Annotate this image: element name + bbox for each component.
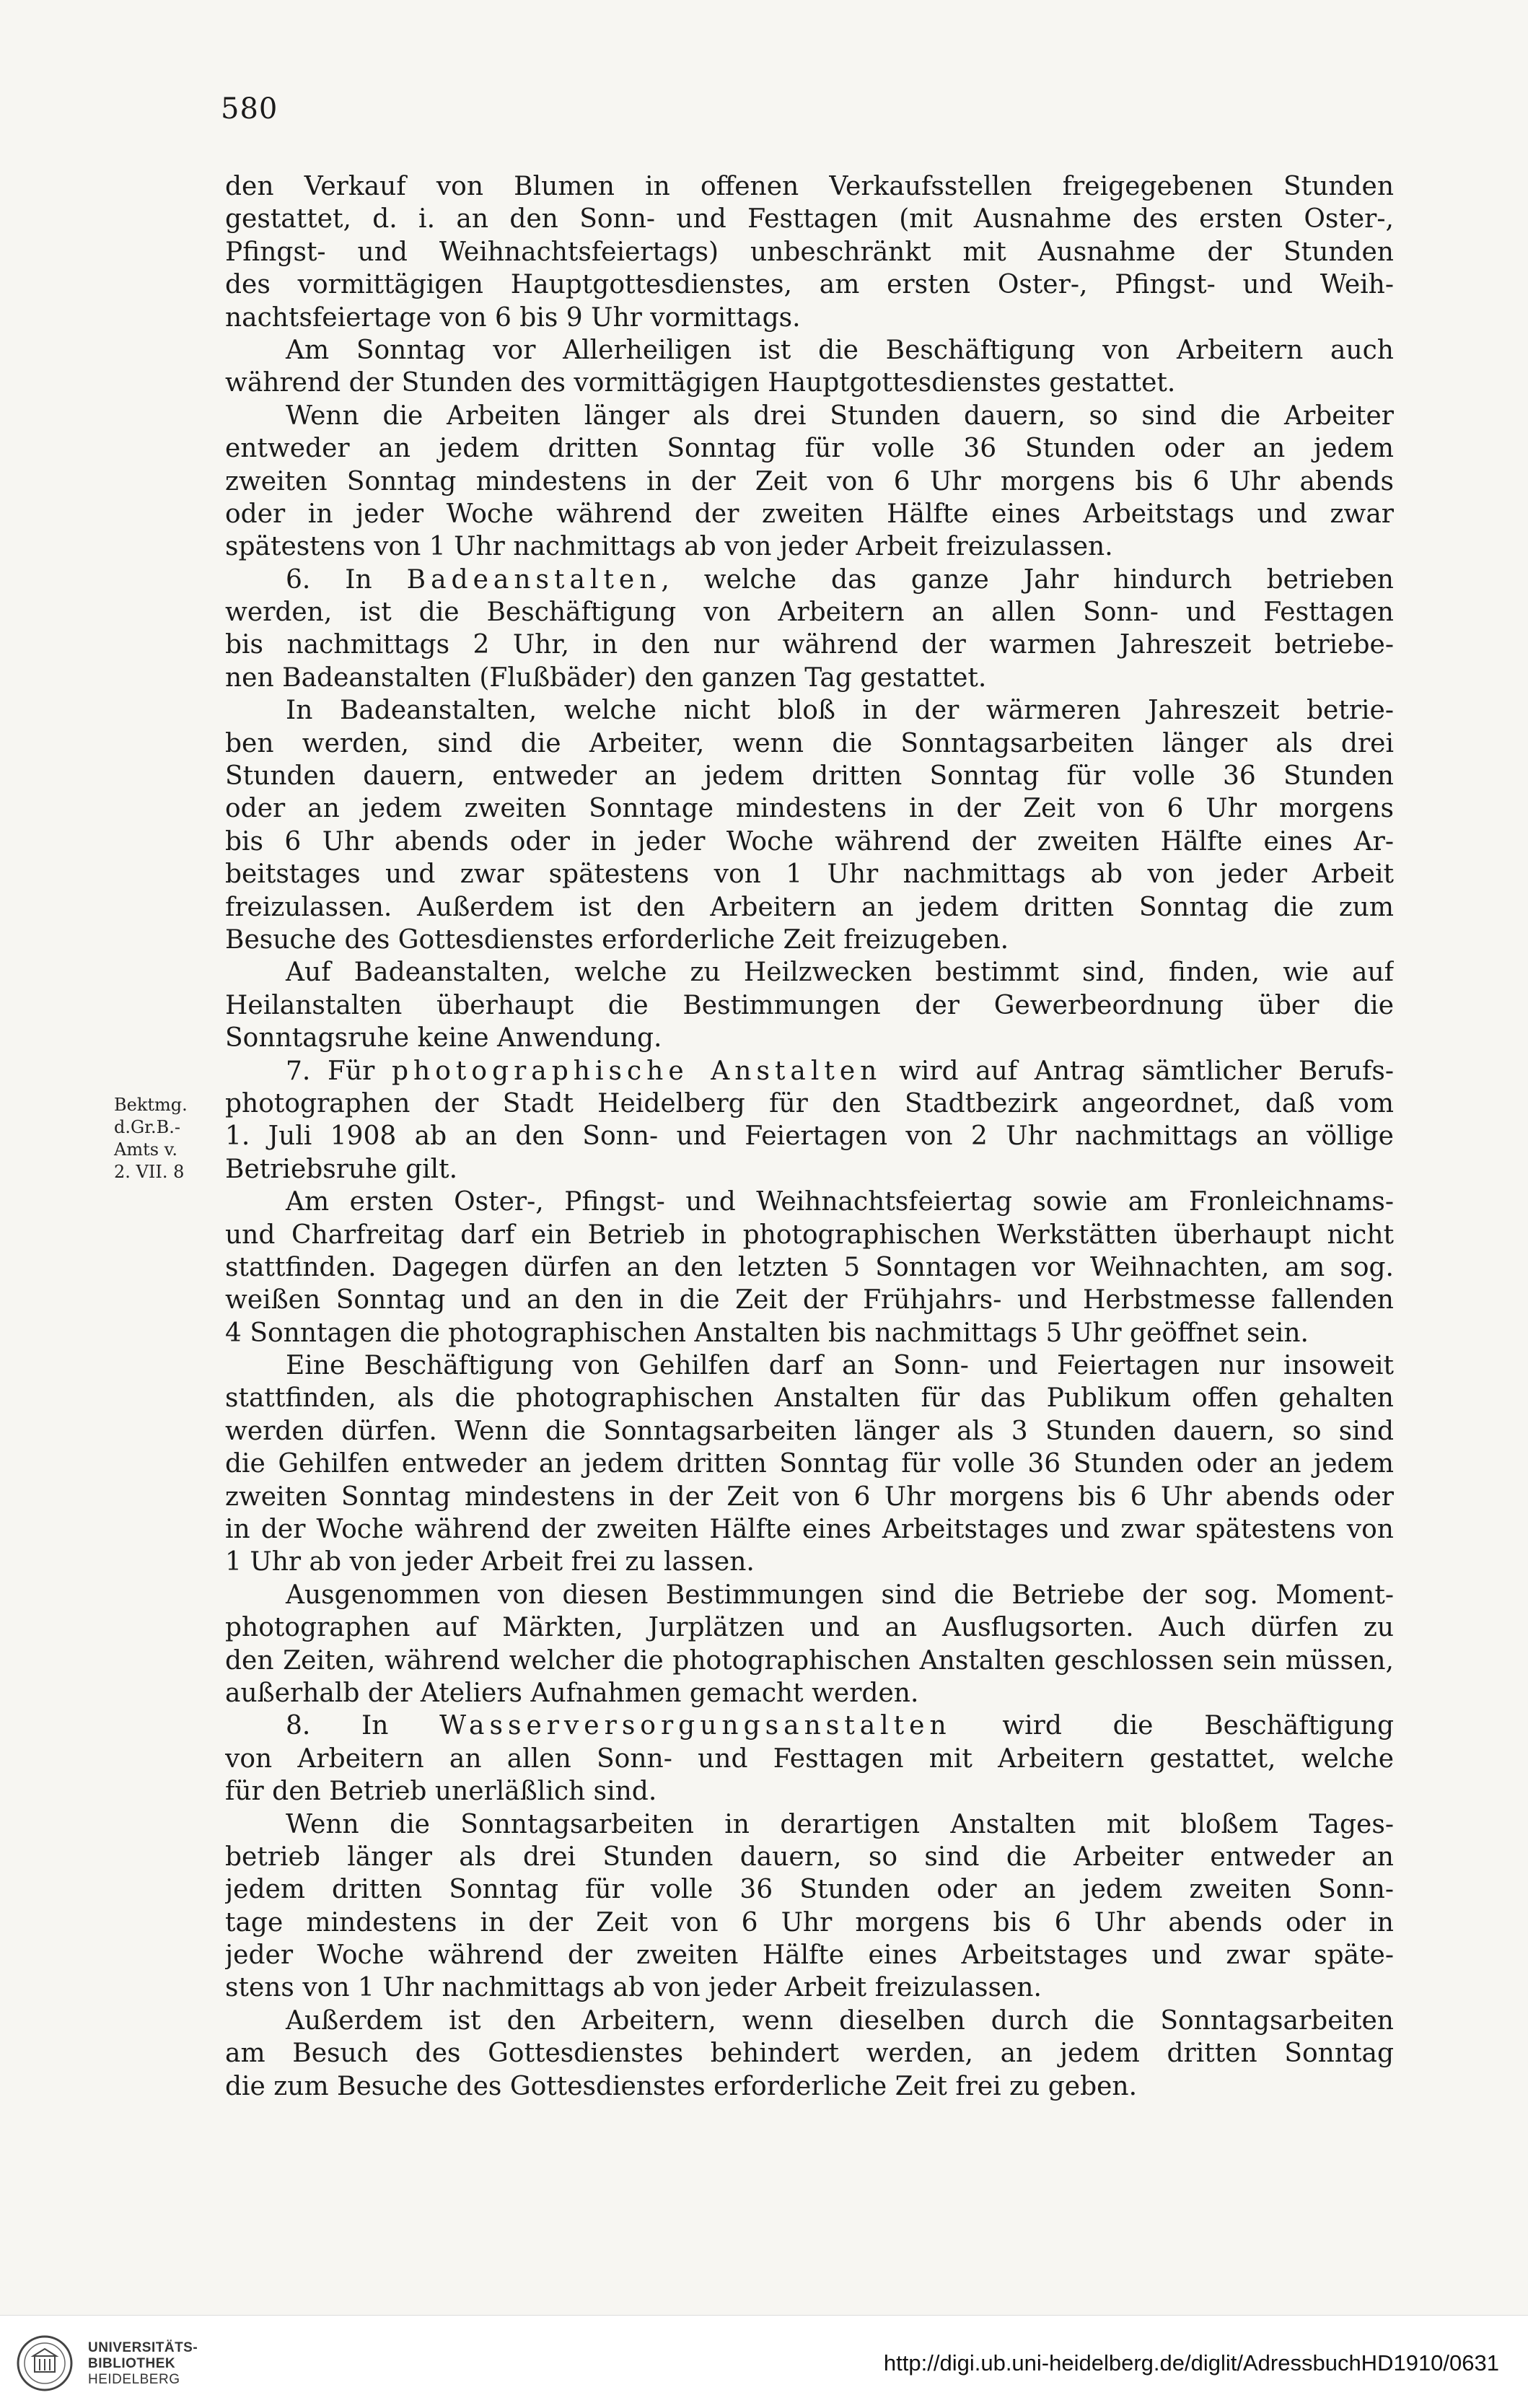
spaced-emphasis: Wasserversorgungsanstalten	[439, 1711, 952, 1741]
text-segment: Heilanstalten überhaupt die Bestimmungen der Gewerbeordnung über die	[225, 990, 1394, 1020]
text-segment: für den Betrieb unerläßlich sind.	[225, 1777, 657, 1807]
spaced-emphasis: Badeanstalten	[406, 564, 662, 595]
text-segment: Wenn die Arbeiten länger als drei Stunden dauern, so sind die Arbeiter	[286, 400, 1394, 431]
paragraph	[225, 334, 1394, 400]
text-line	[225, 1448, 1394, 1480]
margin-note-line: Amts v.	[114, 1139, 178, 1160]
text-line	[225, 924, 1394, 956]
text-line	[225, 858, 1394, 890]
text-line	[225, 1317, 1394, 1349]
text-segment: stattfinden. Dagegen dürfen an den letzten 5 Sonntagen vor Weihnachten, am sog.	[225, 1252, 1394, 1282]
text-line	[225, 1022, 1394, 1054]
text-line	[225, 596, 1394, 629]
text-line	[225, 465, 1394, 498]
text-line	[225, 236, 1394, 268]
text-segment: Am Sonntag vor Allerheiligen ist die Beschäftigung von Arbeitern auch	[286, 335, 1394, 365]
source-url-link[interactable]: http://digi.ub.uni-heidelberg.de/diglit/AdressbuchHD1910/0631	[883, 2350, 1499, 2376]
text-segment: beitstages und zwar spätestens von 1 Uhr nachmittags ab von jeder Arbeit	[225, 859, 1394, 890]
text-segment: am Besuch des Gottesdienstes behindert werden, an jedem dritten Sonntag	[225, 2039, 1394, 2069]
paragraph	[225, 400, 1394, 564]
text-line	[225, 891, 1394, 924]
text-line	[225, 1087, 1394, 1120]
institution-line: HEIDELBERG	[88, 2372, 180, 2387]
university-seal-icon	[16, 2334, 74, 2392]
text-line	[225, 956, 1394, 989]
paragraph	[225, 170, 1394, 334]
text-line	[225, 1611, 1394, 1644]
text-segment: 1. Juli 1908 ab an den Sonn- und Feiertagen von 2 Uhr nachmittags an völlige	[225, 1121, 1394, 1152]
institution-line: UNIVERSITÄTS-	[88, 2340, 198, 2355]
paragraph	[225, 694, 1394, 956]
text-segment: jedem dritten Sonntag für volle 36 Stunden oder an jedem zweiten Sonn-	[225, 1875, 1394, 1905]
text-line	[225, 1186, 1394, 1218]
text-line	[225, 530, 1394, 563]
text-line	[225, 1546, 1394, 1578]
text-segment: Besuche des Gottesdienstes erforderliche Zeit freizugeben.	[225, 924, 1009, 955]
text-line	[225, 2037, 1394, 2070]
text-segment: nen Badeanstalten (Flußbäder) den ganzen Tag gestattet.	[225, 662, 987, 693]
text-line	[225, 792, 1394, 825]
text-line	[225, 1481, 1394, 1513]
text-line	[225, 760, 1394, 792]
paragraph	[225, 1709, 1394, 1808]
text-segment: Eine Beschäftigung von Gehilfen darf an Sonn- und Feiertagen nur insoweit	[286, 1351, 1394, 1381]
text-segment: des vormittägigen Hauptgottesdienstes, am ersten Oster-, Pfingst- und Weih-	[225, 270, 1394, 300]
text-line	[225, 629, 1394, 661]
text-line	[225, 1579, 1394, 1611]
text-segment: stens von 1 Uhr nachmittags ab von jeder Arbeit freizulassen.	[225, 1973, 1042, 2003]
footer-bar	[0, 2315, 1528, 2408]
text-segment: 4 Sonntagen die photographischen Anstalten bis nachmittags 5 Uhr geöffnet sein.	[225, 1318, 1309, 1348]
text-line	[225, 1349, 1394, 1382]
text-segment: den Zeiten, während welcher die photographischen Anstalten geschlossen sein müssen,	[225, 1645, 1394, 1676]
paragraph	[225, 1186, 1394, 1349]
text-segment: oder in jeder Woche während der zweiten Hälfte eines Arbeitstags und zwar	[225, 499, 1394, 529]
text-segment: photographen der Stadt Heidelberg für den Stadtbezirk angeordnet, daß vom	[225, 1088, 1394, 1118]
margin-note-line: d.Gr.B.-	[114, 1117, 181, 1137]
paragraph	[225, 1808, 1394, 2005]
paragraph	[225, 1349, 1394, 1579]
text-line	[225, 1743, 1394, 1775]
text-segment: betrieb länger als drei Stunden dauern, so sind die Arbeiter entweder an	[225, 1842, 1394, 1872]
text-line	[225, 2070, 1394, 2103]
paragraph	[225, 564, 1394, 695]
text-segment: Außerdem ist den Arbeitern, wenn dieselben durch die Sonntagsarbeiten	[286, 2005, 1394, 2036]
text-segment: während der Stunden des vormittägigen Hauptgottesdienstes gestattet.	[225, 368, 1176, 398]
text-line	[225, 2005, 1394, 2037]
text-line	[225, 1120, 1394, 1152]
page-number: 580	[221, 92, 278, 126]
text-line	[225, 1677, 1394, 1709]
text-segment: Stunden dauern, entweder an jedem dritten Sonntag für volle 36 Stunden	[225, 761, 1394, 792]
text-segment: außerhalb der Ateliers Aufnahmen gemacht werden.	[225, 1678, 919, 1708]
text-line	[225, 1284, 1394, 1316]
text-segment: werden, ist die Beschäftigung von Arbeitern an allen Sonn- und Festtagen	[225, 597, 1394, 628]
text-line	[225, 1382, 1394, 1414]
text-line	[225, 334, 1394, 367]
text-segment: 7. Für	[286, 1056, 392, 1086]
text-segment: jeder Woche während der zweiten Hälfte eines Arbeitstages und zwar späte-	[225, 1940, 1394, 1971]
text-segment: Am ersten Oster-, Pfingst- und Weihnachtsfeiertag sowie am Fronleichnams-	[286, 1187, 1394, 1217]
text-segment: werden dürfen. Wenn die Sonntagsarbeiten länger als 3 Stunden dauern, so sind	[225, 1416, 1394, 1446]
text-line	[225, 170, 1394, 203]
text-line	[225, 1971, 1394, 2004]
text-segment: bis 6 Uhr abends oder in jeder Woche während der zweiten Hälfte eines Ar-	[225, 826, 1394, 857]
text-segment: entweder an jedem dritten Sonntag für volle 36 Stunden oder an jedem	[225, 434, 1394, 464]
text-line	[225, 1906, 1394, 1939]
text-line	[225, 400, 1394, 432]
text-segment: Wenn die Sonntagsarbeiten in derartigen Anstalten mit bloßem Tages-	[286, 1809, 1394, 1839]
text-segment: Pfingst- und Weihnachtsfeiertags) unbeschränkt mit Ausnahme der Stunden	[225, 237, 1394, 267]
text-segment: photographen auf Märkten, Jurplätzen und an Ausflugsorten. Auch dürfen zu	[225, 1613, 1394, 1643]
text-segment: Auf Badeanstalten, welche zu Heilzwecken bestimmt sind, finden, wie auf	[286, 958, 1394, 988]
text-segment: zweiten Sonntag mindestens in der Zeit von 6 Uhr morgens bis 6 Uhr abends	[225, 466, 1394, 496]
text-segment: In Badeanstalten, welche nicht bloß in der wärmeren Jahreszeit betrie-	[286, 696, 1394, 726]
text-segment: , welche das ganze Jahr hindurch betrieben	[661, 564, 1394, 595]
text-line	[225, 432, 1394, 465]
text-segment: weißen Sonntag und an den in die Zeit der Frühjahrs- und Herbstmesse fallenden	[225, 1285, 1394, 1315]
spaced-emphasis: photographische Anstalten	[392, 1056, 882, 1086]
text-line	[225, 1939, 1394, 1971]
text-line	[225, 1219, 1394, 1251]
text-segment: Sonntagsruhe keine Anwendung.	[225, 1023, 662, 1054]
text-segment: stattfinden, als die photographischen Anstalten für das Publikum offen gehalten	[225, 1383, 1394, 1414]
text-line	[225, 1415, 1394, 1448]
paragraph	[225, 956, 1394, 1054]
text-line	[225, 1808, 1394, 1841]
margin-note-line: 2. VII. 8	[114, 1162, 185, 1182]
text-line	[225, 302, 1394, 334]
text-line	[225, 1251, 1394, 1284]
text-segment: den Verkauf von Blumen in offenen Verkaufsstellen freigegebenen Stunden	[225, 172, 1394, 201]
text-segment: wird auf Antrag sämtlicher Berufs-	[882, 1056, 1394, 1086]
text-segment: oder an jedem zweiten Sonntage mindestens in der Zeit von 6 Uhr morgens	[225, 794, 1394, 824]
text-segment: 8. In	[286, 1711, 440, 1741]
text-line	[225, 662, 1394, 694]
text-line	[225, 1841, 1394, 1873]
text-segment: spätestens von 1 Uhr nachmittags ab von jeder Arbeit freizulassen.	[225, 532, 1113, 562]
text-segment: und Charfreitag darf ein Betrieb in photographischen Werkstätten überhaupt nicht	[225, 1220, 1394, 1250]
text-segment: nachtsfeiertage von 6 bis 9 Uhr vormittags.	[225, 302, 801, 333]
text-segment: in der Woche während der zweiten Hälfte eines Arbeitstages und zwar spätestens von	[225, 1515, 1394, 1545]
text-segment: Ausgenommen von diesen Bestimmungen sind die Betriebe der sog. Moment-	[286, 1580, 1394, 1610]
margin-note	[114, 1094, 229, 1183]
text-segment: wird die Beschäftigung	[951, 1711, 1394, 1741]
text-line	[225, 1775, 1394, 1808]
text-line	[225, 727, 1394, 760]
institution-name	[88, 2340, 198, 2388]
text-line	[225, 1709, 1394, 1742]
text-segment: tage mindestens in der Zeit von 6 Uhr morgens bis 6 Uhr abends oder in	[225, 1907, 1394, 1938]
text-line	[225, 989, 1394, 1022]
text-line	[225, 203, 1394, 235]
text-line	[225, 498, 1394, 530]
margin-note-line: Bektmg.	[114, 1095, 188, 1115]
paragraph	[225, 1579, 1394, 1710]
text-segment: Betriebsruhe gilt.	[225, 1154, 458, 1184]
text-segment: die Gehilfen entweder an jedem dritten Sonntag für volle 36 Stunden oder an jedem	[225, 1449, 1394, 1479]
text-line	[225, 1513, 1394, 1546]
text-segment: gestattet, d. i. an den Sonn- und Festtagen (mit Ausnahme des ersten Oster-,	[225, 204, 1394, 235]
text-segment: freizulassen. Außerdem ist den Arbeitern an jedem dritten Sonntag die zum	[225, 892, 1394, 922]
text-line	[225, 694, 1394, 727]
institution-line: BIBLIOTHEK	[88, 2356, 176, 2371]
text-segment: von Arbeitern an allen Sonn- und Festtagen mit Arbeitern gestattet, welche	[225, 1743, 1394, 1774]
text-line	[225, 826, 1394, 858]
text-line	[225, 564, 1394, 596]
text-segment: die zum Besuche des Gottesdienstes erforderliche Zeit frei zu geben.	[225, 2071, 1138, 2101]
text-line	[225, 1645, 1394, 1677]
text-segment: ben werden, sind die Arbeiter, wenn die Sonntagsarbeiten länger als drei	[225, 728, 1394, 758]
text-line	[225, 1153, 1394, 1186]
paragraph	[225, 2005, 1394, 2103]
text-segment: 1 Uhr ab von jeder Arbeit frei zu lassen.	[225, 1547, 755, 1577]
body-text	[225, 170, 1394, 2103]
text-line	[225, 268, 1394, 301]
paragraph	[225, 1055, 1394, 1186]
text-segment: zweiten Sonntag mindestens in der Zeit von 6 Uhr morgens bis 6 Uhr abends oder	[225, 1481, 1394, 1512]
text-segment: bis nachmittags 2 Uhr, in den nur während der warmen Jahreszeit betriebe-	[225, 630, 1394, 660]
text-line	[225, 1055, 1394, 1087]
text-line	[225, 367, 1394, 399]
text-line	[225, 1873, 1394, 1906]
text-segment: 6. In	[286, 564, 407, 595]
